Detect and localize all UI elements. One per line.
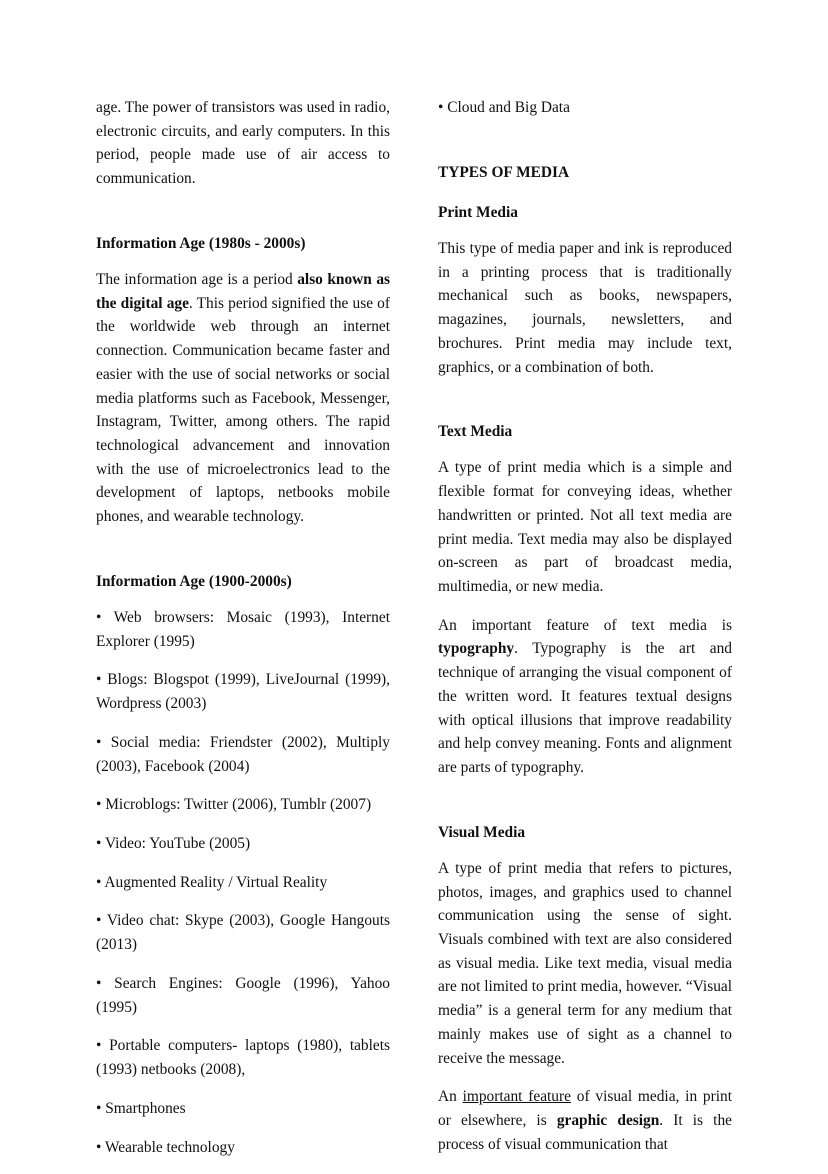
visual-media-paragraph: A type of print media that refers to pictures, photos, images, and graphics used to channel communication using the sense of sight. Visuals combined with text are also considered as visual media. Like text media, visual media are not limited to print media, however. “Visual media” is a general term for any medium that mainly makes use of sight as a channel to receive the message. [438,859,732,1067]
graphic-design-underlined-phrase: important feature [462,1088,571,1106]
list-item: • Video chat: Skype (2003), Google Hangouts (2013) [96,912,390,954]
spacer [438,135,732,161]
opening-paragraph: age. The power of transistors was used in radio, electronic circuits, and early computers. In this period, people made use of air access to communication. [96,99,390,188]
heading-information-age-1900: Information Age (1900-2000s) [96,572,292,590]
list-item: • Microblogs: Twitter (2006), Tumblr (2007) [96,796,372,814]
heading-visual-media: Visual Media [438,823,526,841]
graphic-design-paragraph [438,1085,732,1156]
list-item: • Search Engines: Google (1996), Yahoo (1995) [96,974,390,1016]
typography-bold-term: typography [438,640,515,658]
graphic-design-text-part3: . It is the process of visual communication that [438,1112,732,1153]
graphic-design-text-part2: of visual media, in print or elsewhere, is [438,1088,732,1129]
list-item: • Smartphones [96,1099,186,1117]
print-media-paragraph: This type of media paper and ink is reproduced in a printing process that is traditionally mechanical such as books, newspapers, magazines, journals, newsletters, and brochures. Print media may include text, graphics, or a combination of both. [438,239,732,376]
left-column [96,96,390,1174]
two-column-layout [96,96,732,1174]
information-age-paragraph [96,268,390,529]
spacer [96,206,390,232]
spacer [96,544,390,570]
typography-text-part1: An important feature of text media is [438,616,732,634]
spacer [438,795,732,821]
right-column [438,96,732,1156]
list-item: • Video: YouTube (2005) [96,835,251,853]
information-age-text-part1: The information age is a period [96,270,298,288]
list-item: • Blogs: Blogspot (1999), LiveJournal (1999), Wordpress (2003) [96,671,390,713]
typography-text-part2: . Typography is the art and technique of arranging the visual component of the written word. It features textual designs with optical illusions that improve readability and help convey meaning. Fonts and alignment are parts of typography. [438,640,732,776]
list-item: • Wearable technology [96,1138,235,1156]
list-item: • Portable computers- laptops (1980), tablets (1993) netbooks (2008), [96,1037,390,1079]
graphic-design-bold-term: graphic design [556,1112,660,1129]
graphic-design-text-part1: An [438,1088,463,1106]
heading-types-of-media: TYPES OF MEDIA [438,163,570,181]
list-item: • Social media: Friendster (2002), Multiply (2003), Facebook (2004) [96,733,390,775]
spacer [438,394,732,420]
list-item: • Web browsers: Mosaic (1993), Internet Explorer (1995) [96,609,390,650]
heading-print-media: Print Media [438,203,518,221]
heading-text-media: Text Media [438,423,513,441]
text-media-paragraph: A type of print media which is a simple and flexible format for conveying ideas, whether handwritten or printed. Not all text media are print media. Text media may also be displayed on-screen as part of broadcast media, multimedia, or new media. [438,459,732,595]
list-item: • Augmented Reality / Virtual Reality [96,873,328,891]
information-age-bold-digital-age: also known as the digital age [96,270,390,312]
information-age-text-part2: . This period signified the use of the worldwide web through an internet connection. Communication became faster and easier with the use of social networks or social media platforms such as Facebook, Messenger, Instagram, Twitter, among others. The rapid technological advancement and innovation with the use of microelectronics lead to the development of laptops, netbooks mobile phones, and wearable technology. [96,294,390,526]
list-item-cloud-big-data: • Cloud and Big Data [438,99,570,116]
typography-paragraph [438,614,732,780]
heading-information-age-1980s: Information Age (1980s - 2000s) [96,234,306,252]
